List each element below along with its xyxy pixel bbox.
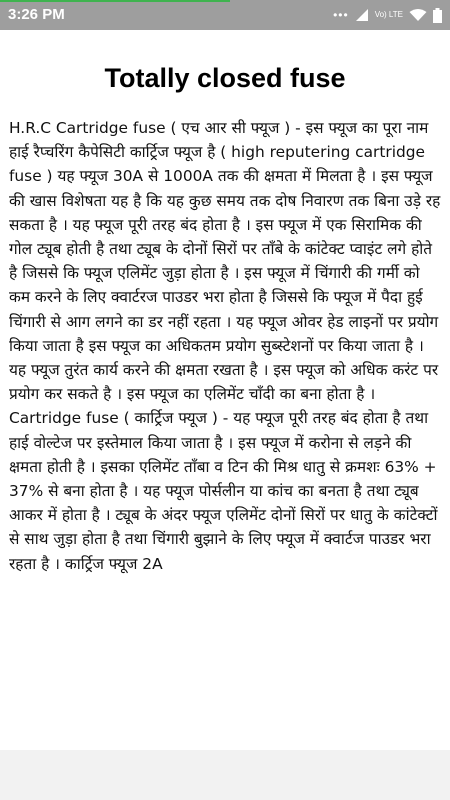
wifi-icon xyxy=(409,8,427,22)
status-icons xyxy=(333,5,442,25)
notification-dots-icon: ••• xyxy=(333,8,349,22)
article-paragraph: H.R.C Cartridge fuse ( एच आर सी फ्यूज ) - इस फ्यूज का पूरा नाम हाई रैप्चरिंग कैपेसिटी कार्ट्रिज फ्यूज है ( high reputering cartridge fuse ) यह फ्यूज 30A से 1000A तक की क्षमता में मिलता है । इस फ्यूज की खास विशेषता यह है कि यह कुछ समय तक दोष निवारण तक बिना उड़े रह सकता है । यह फ्यूज पूरी तरह बंद होता है । इस फ्यूज में एक सिरामिक की गोल ट्यूब होती है तथा ट्यूब के दोनों सिरों पर ताँबे के कांटेक्ट प्वाइंट लगे होते है जिससे कि फ्यूज एलिमेंट जुड़ा होता है । इस फ्यूज में चिंगारी की गर्मी को कम करने के लिए क्वार्टरज पाउडर भरा होता है जिससे कि फ्यूज में पैदा हुई चिंगारी से आग लगने का डर नहीं रहता । यह फ्यूज ओवर हेड लाइनों पर प्रयोग किया जाता है इस फ्यूज का अधिकतम प्रयोग सुब्स्टेशनों पर किया जाता है । यह फ्यूज तुरंत कार्य करने की क्षमता रखता है । इस फ्यूज को अधिक करंट पर प्रयोग कर सकते है । इस फ्यूज का एलिमेंट चाँदी का बना होता है । Cartridge fuse ( कार्ट्रिज फ्यूज ) - यह फ्यूज पूरी तरह बंद होता है तथा हाई वोल्टेज पर इस्तेमाल किया जाता है । इस फ्यूज में करोना से लड़ने की क्षमता होती है । इसका एलिमेंट ताँबा व टिन की मिश्र धातु से क्रमशः 63% + 37% से बना होता है । यह फ्यूज पोर्सलीन या कांच का बनता है तथा ट्यूब आकर में होता है । ट्यूब के अंदर फ्यूज एलिमेंट दोनों सिरों पर धातु के कांटेक्टों से साथ जुड़ा होता है तथा चिंगारी बुझाने के लिए फ्यूज में क्वार्टज पाउडर भरा रहता है । कार्ट्रिज फ्यूज 2A xyxy=(9,119,446,573)
battery-icon xyxy=(433,8,442,23)
network-type-label: Vo) LTE xyxy=(374,10,403,19)
signal-icon xyxy=(355,8,369,22)
bottom-blank-area xyxy=(0,750,450,800)
progress-accent-line xyxy=(0,0,230,2)
article-content[interactable] xyxy=(0,30,450,750)
page-title: Totally closed fuse xyxy=(104,63,346,93)
status-time: 3:26 PM xyxy=(8,6,65,23)
status-bar xyxy=(0,0,450,30)
